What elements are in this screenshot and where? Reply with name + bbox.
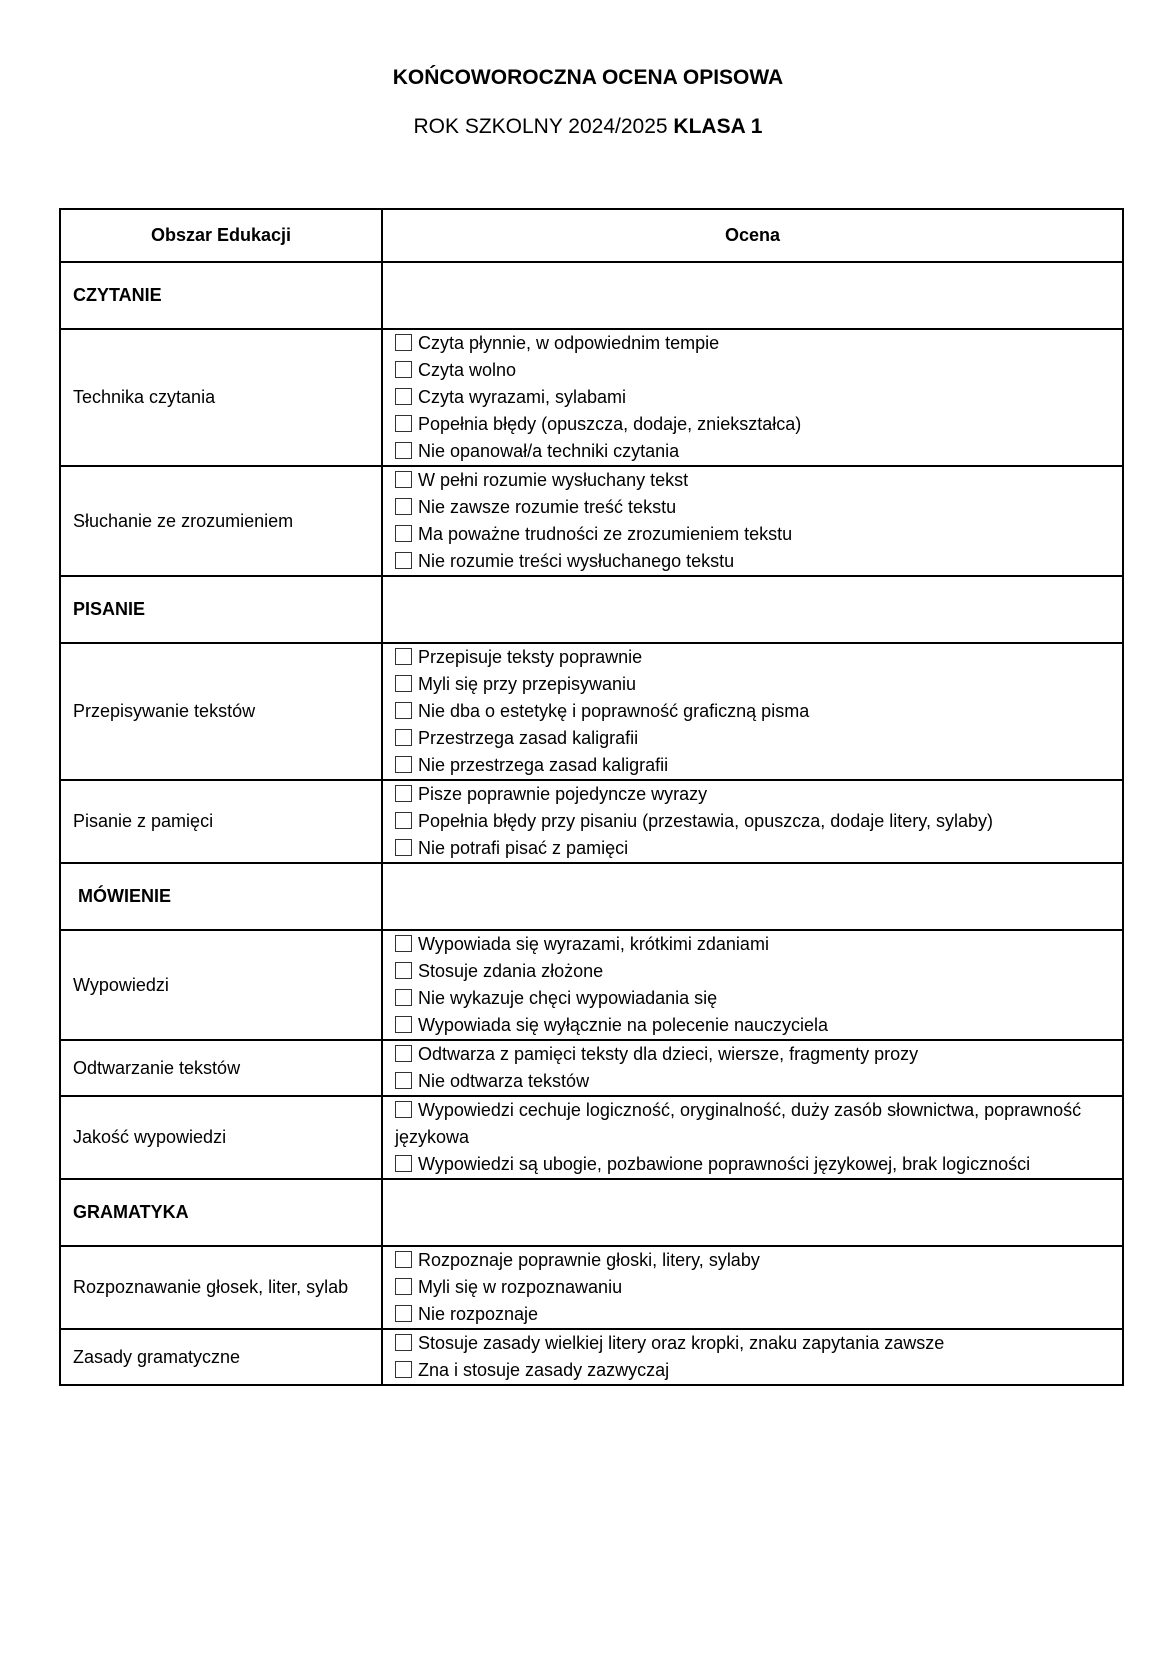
option-label: Wypowiada się wyrazami, krótkimi zdaniami <box>418 934 769 954</box>
option-item[interactable] <box>395 1274 1110 1301</box>
checkbox-icon[interactable] <box>395 442 412 459</box>
option-item[interactable] <box>395 411 1110 438</box>
option-label: Czyta wyrazami, sylabami <box>418 387 627 407</box>
option-label: Nie przestrzega zasad kaligrafii <box>418 755 669 775</box>
option-label: Czyta wolno <box>418 360 517 380</box>
option-item[interactable] <box>395 671 1110 698</box>
option-label: Przestrzega zasad kaligrafii <box>418 728 639 748</box>
checkbox-icon[interactable] <box>395 1278 412 1295</box>
area-label: Przepisywanie tekstów <box>60 643 382 780</box>
table-row <box>60 643 1123 780</box>
checkbox-icon[interactable] <box>395 1251 412 1268</box>
option-item[interactable] <box>395 985 1110 1012</box>
option-label: Stosuje zasady wielkiej litery oraz kropki, znaku zapytania zawsze <box>418 1333 945 1353</box>
section-empty-cell <box>382 262 1123 329</box>
option-label: Myli się w rozpoznawaniu <box>418 1277 623 1297</box>
option-label: Czyta płynnie, w odpowiednim tempie <box>418 333 720 353</box>
checkbox-icon[interactable] <box>395 1361 412 1378</box>
checkbox-icon[interactable] <box>395 729 412 746</box>
checkbox-icon[interactable] <box>395 1334 412 1351</box>
table-row <box>60 466 1123 576</box>
option-item[interactable] <box>395 725 1110 752</box>
option-item[interactable] <box>395 931 1110 958</box>
option-label: Nie zawsze rozumie treść tekstu <box>418 497 677 517</box>
option-item[interactable] <box>395 1247 1110 1274</box>
option-item[interactable] <box>395 644 1110 671</box>
option-item[interactable] <box>395 1041 1110 1068</box>
page-title: KOŃCOWOROCZNA OCENA OPISOWA <box>392 66 784 89</box>
area-label: Technika czytania <box>60 329 382 466</box>
section-empty-cell <box>382 576 1123 643</box>
option-item[interactable] <box>395 835 1110 862</box>
area-label: Wypowiedzi <box>60 930 382 1040</box>
options-cell <box>382 1246 1123 1329</box>
option-item[interactable] <box>395 521 1110 548</box>
option-label: Nie rozumie treści wysłuchanego tekstu <box>418 551 735 571</box>
section-label: PISANIE <box>60 576 382 643</box>
option-label: Nie dba o estetykę i poprawność graficzną pisma <box>418 701 810 721</box>
options-cell <box>382 1040 1123 1096</box>
option-label: Przepisuje teksty poprawnie <box>418 647 643 667</box>
section-label: MÓWIENIE <box>60 863 382 930</box>
checkbox-icon[interactable] <box>395 648 412 665</box>
area-label: Odtwarzanie tekstów <box>60 1040 382 1096</box>
option-label: Zna i stosuje zasady zazwyczaj <box>418 1360 670 1380</box>
checkbox-icon[interactable] <box>395 415 412 432</box>
option-item[interactable] <box>395 698 1110 725</box>
class-label: KLASA 1 <box>673 115 763 138</box>
option-item[interactable] <box>395 808 1110 835</box>
checkbox-icon[interactable] <box>395 935 412 952</box>
checkbox-icon[interactable] <box>395 1305 412 1322</box>
table-row <box>60 1246 1123 1329</box>
checkbox-icon[interactable] <box>395 1155 412 1172</box>
checkbox-icon[interactable] <box>395 525 412 542</box>
section-row <box>60 576 1123 643</box>
area-label: Zasady gramatyczne <box>60 1329 382 1385</box>
school-year: ROK SZKOLNY 2024/2025 <box>413 115 668 138</box>
option-item[interactable] <box>395 781 1110 808</box>
options-cell <box>382 780 1123 863</box>
option-label: Popełnia błędy przy pisaniu (przestawia, opuszcza, dodaje litery, sylaby) <box>418 811 993 831</box>
option-item[interactable] <box>395 438 1110 465</box>
option-label: Odtwarza z pamięci teksty dla dzieci, wiersze, fragmenty prozy <box>418 1044 919 1064</box>
option-item[interactable] <box>395 357 1110 384</box>
option-item[interactable] <box>395 494 1110 521</box>
table-row <box>60 1040 1123 1096</box>
option-label: Nie wykazuje chęci wypowiadania się <box>418 988 718 1008</box>
checkbox-icon[interactable] <box>395 1016 412 1033</box>
option-label: Nie opanował/a techniki czytania <box>418 441 680 461</box>
section-label: CZYTANIE <box>60 262 382 329</box>
option-label: Wypowiedzi cechuje logiczność, oryginalność, duży zasób słownictwa, poprawność językowa <box>395 1100 1082 1147</box>
option-item[interactable] <box>395 1151 1110 1178</box>
assessment-table <box>59 208 1124 1386</box>
table-row <box>60 1096 1123 1179</box>
table-row <box>60 1329 1123 1385</box>
option-label: Nie potrafi pisać z pamięci <box>418 838 629 858</box>
option-item[interactable] <box>395 1301 1110 1328</box>
option-label: Stosuje zdania złożone <box>418 961 604 981</box>
checkbox-icon[interactable] <box>395 675 412 692</box>
section-row <box>60 1179 1123 1246</box>
options-cell <box>382 643 1123 780</box>
area-label: Rozpoznawanie głosek, liter, sylab <box>60 1246 382 1329</box>
area-label: Jakość wypowiedzi <box>60 1096 382 1179</box>
checkbox-icon[interactable] <box>395 989 412 1006</box>
checkbox-icon[interactable] <box>395 812 412 829</box>
option-item[interactable] <box>395 467 1110 494</box>
option-item[interactable] <box>395 1330 1110 1357</box>
option-item[interactable] <box>395 1068 1110 1095</box>
option-label: Pisze poprawnie pojedyncze wyrazy <box>418 784 708 804</box>
column-header-grade: Ocena <box>382 209 1123 262</box>
option-label: Wypowiada się wyłącznie na polecenie nauczyciela <box>418 1015 829 1035</box>
option-item[interactable] <box>395 548 1110 575</box>
option-label: W pełni rozumie wysłuchany tekst <box>418 470 689 490</box>
option-label: Popełnia błędy (opuszcza, dodaje, zniekształca) <box>418 414 802 434</box>
checkbox-icon[interactable] <box>395 962 412 979</box>
checkbox-icon[interactable] <box>395 785 412 802</box>
option-item[interactable] <box>395 330 1110 357</box>
option-label: Nie odtwarza tekstów <box>418 1071 590 1091</box>
checkbox-icon[interactable] <box>395 1072 412 1089</box>
table-row <box>60 930 1123 1040</box>
section-empty-cell <box>382 863 1123 930</box>
option-item[interactable] <box>395 1097 1110 1151</box>
section-row <box>60 262 1123 329</box>
option-label: Ma poważne trudności ze zrozumieniem tekstu <box>418 524 793 544</box>
checkbox-icon[interactable] <box>395 334 412 351</box>
checkbox-icon[interactable] <box>395 702 412 719</box>
page-subtitle <box>0 115 1176 139</box>
table-row <box>60 329 1123 466</box>
options-cell <box>382 930 1123 1040</box>
checkbox-icon[interactable] <box>395 471 412 488</box>
options-cell <box>382 329 1123 466</box>
options-cell <box>382 1329 1123 1385</box>
option-label: Wypowiedzi są ubogie, pozbawione poprawności językowej, brak logiczności <box>418 1154 1031 1174</box>
checkbox-icon[interactable] <box>395 839 412 856</box>
checkbox-icon[interactable] <box>395 388 412 405</box>
table-header-row <box>60 209 1123 262</box>
column-header-area: Obszar Edukacji <box>60 209 382 262</box>
option-item[interactable] <box>395 384 1110 411</box>
option-item[interactable] <box>395 1357 1110 1384</box>
area-label: Słuchanie ze zrozumieniem <box>60 466 382 576</box>
option-item[interactable] <box>395 958 1110 985</box>
option-item[interactable] <box>395 1012 1110 1039</box>
option-label: Rozpoznaje poprawnie głoski, litery, sylaby <box>418 1250 760 1270</box>
section-empty-cell <box>382 1179 1123 1246</box>
checkbox-icon[interactable] <box>395 1045 412 1062</box>
options-cell <box>382 466 1123 576</box>
option-label: Nie rozpoznaje <box>418 1304 539 1324</box>
table-row <box>60 780 1123 863</box>
checkbox-icon[interactable] <box>395 552 412 569</box>
checkbox-icon[interactable] <box>395 1101 412 1118</box>
checkbox-icon[interactable] <box>395 756 412 773</box>
section-row <box>60 863 1123 930</box>
checkbox-icon[interactable] <box>395 361 412 378</box>
area-label: Pisanie z pamięci <box>60 780 382 863</box>
options-cell <box>382 1096 1123 1179</box>
checkbox-icon[interactable] <box>395 498 412 515</box>
option-item[interactable] <box>395 752 1110 779</box>
section-label: GRAMATYKA <box>60 1179 382 1246</box>
option-label: Myli się przy przepisywaniu <box>418 674 637 694</box>
